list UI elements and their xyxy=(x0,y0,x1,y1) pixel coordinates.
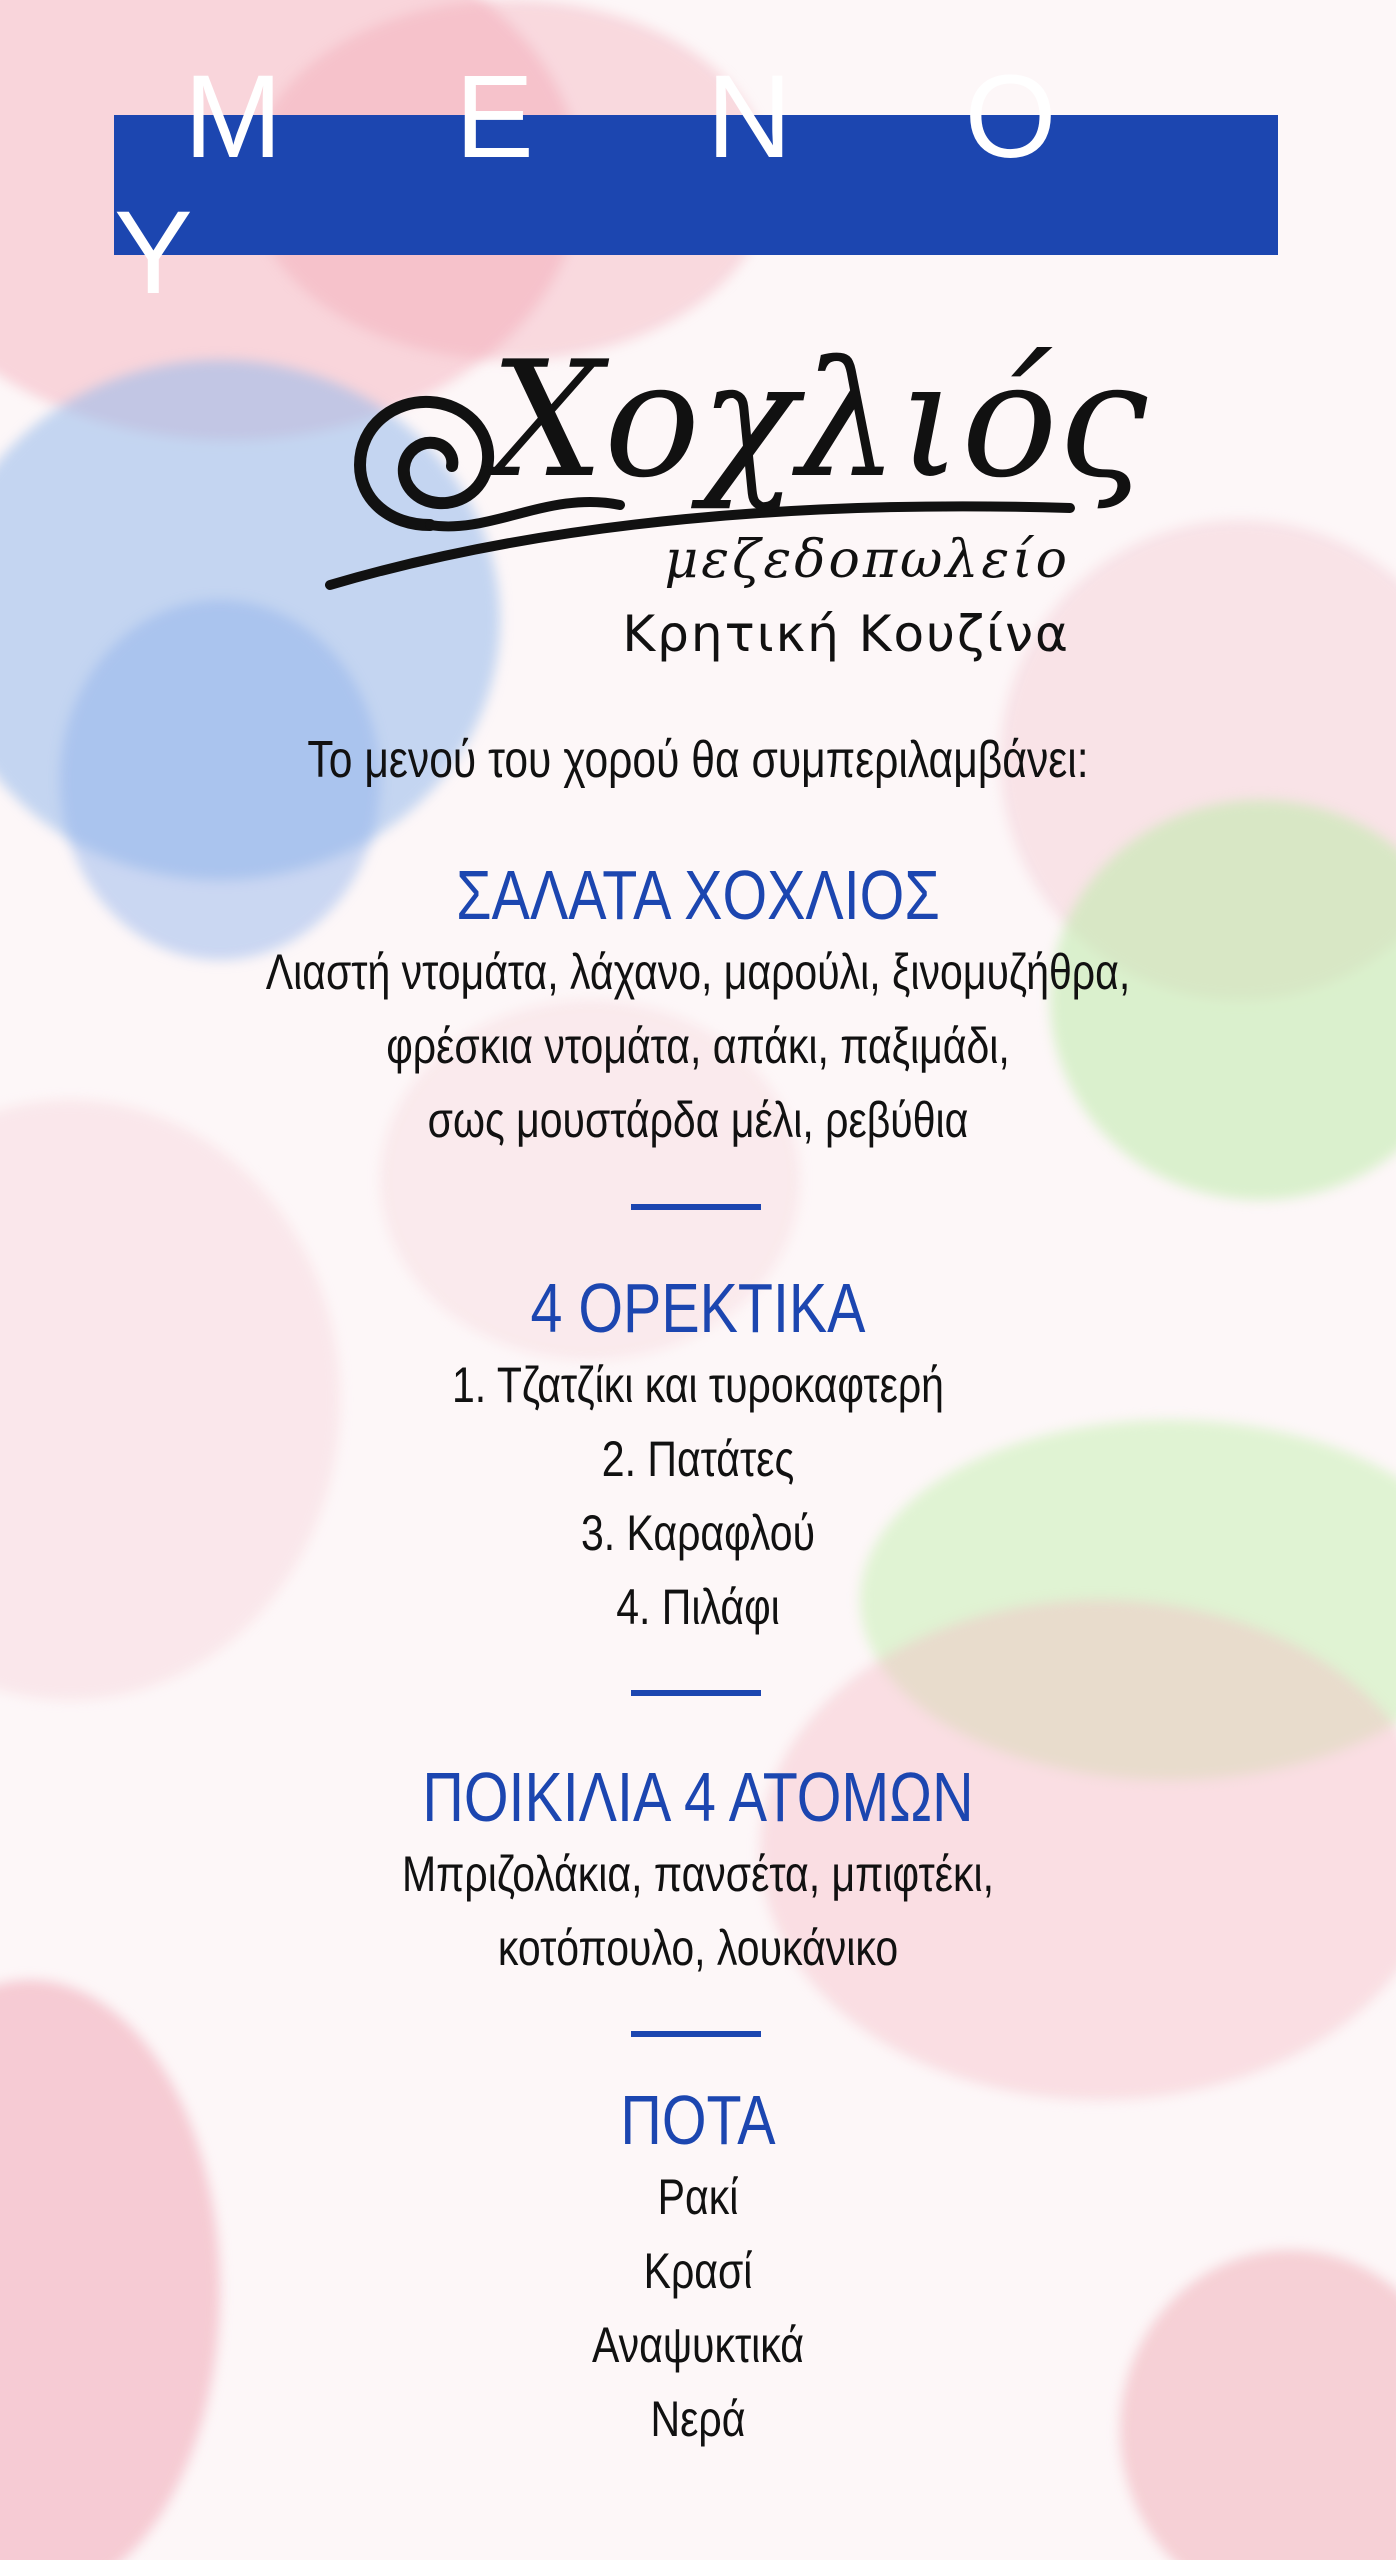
divider xyxy=(631,1690,761,1696)
section-line: Νερά xyxy=(650,2391,746,2447)
section-heading: ΠΟΤΑ xyxy=(620,2081,776,2159)
section-line: Ρακί xyxy=(657,2169,739,2225)
section-platter xyxy=(0,1757,1396,1985)
section-drinks xyxy=(0,2080,1396,2456)
menu-title: M E N O Y xyxy=(114,51,1127,319)
intro-text: Το μενού του χορού θα συμπεριλαμβάνει: xyxy=(307,731,1089,789)
section-line: κοτόπουλο, λουκάνικο xyxy=(497,1920,899,1976)
section-line: Μπριζολάκια, πανσέτα, μπιφτέκι, xyxy=(401,1846,994,1902)
section-line: φρέσκια ντομάτα, απάκι, παξιμάδι, xyxy=(386,1018,1010,1074)
section-line: 4. Πιλάφι xyxy=(616,1579,780,1635)
section-line: Κρασί xyxy=(643,2243,753,2299)
section-salad xyxy=(0,855,1396,1157)
section-line: 1. Τζατζίκι και τυροκαφτερή xyxy=(452,1357,944,1413)
restaurant-logo xyxy=(290,326,1148,680)
menu-title-banner xyxy=(114,51,1278,319)
section-heading: 4 ΟΡΕΚΤΙΚΑ xyxy=(530,1269,866,1347)
section-line: Αναψυκτικά xyxy=(592,2317,804,2373)
section-line: σως μουστάρδα μέλι, ρεβύθια xyxy=(427,1092,969,1148)
section-line: 3. Καραφλού xyxy=(580,1505,816,1561)
divider xyxy=(631,1204,761,1210)
divider xyxy=(631,2031,761,2037)
section-appetizers xyxy=(0,1268,1396,1644)
brand-tagline: Κρητική Κουζίνα xyxy=(622,605,1070,663)
brand-name: Χοχλιός xyxy=(490,326,1148,513)
brand-subtitle: μεζεδοπωλείο xyxy=(664,530,1070,590)
section-line: 2. Πατάτες xyxy=(601,1431,795,1487)
section-line: Λιαστή ντομάτα, λάχανο, μαρούλι, ξινομυζήθρα, xyxy=(265,944,1131,1000)
section-heading: ΣΑΛΑΤΑ ΧΟΧΛΙΟΣ xyxy=(456,856,940,934)
section-heading: ΠΟΙΚΙΛΙΑ 4 ΑΤΟΜΩΝ xyxy=(422,1758,974,1836)
